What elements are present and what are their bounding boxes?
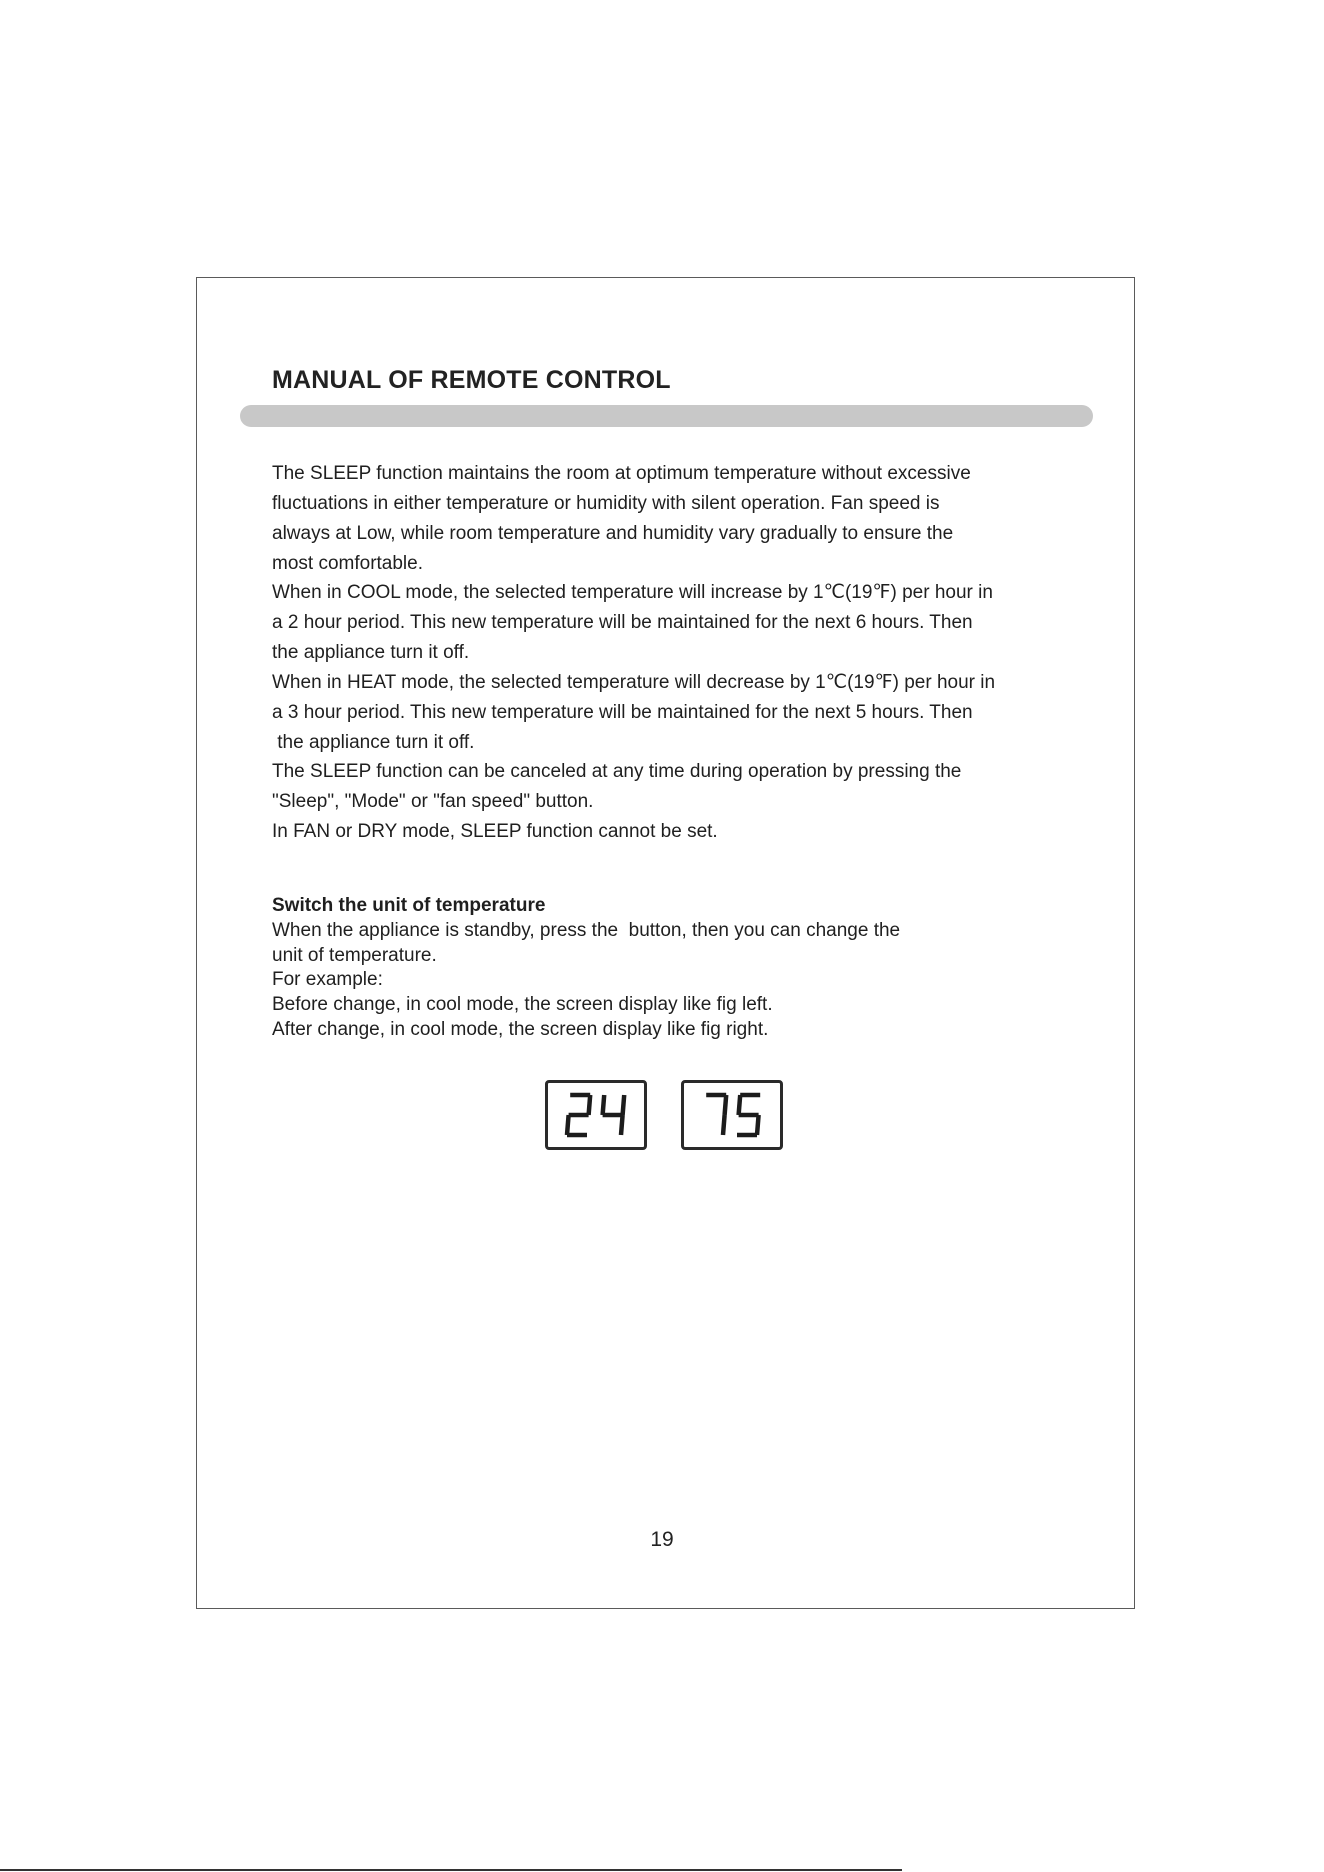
text-line: the appliance turn it off. — [272, 731, 475, 753]
text-line: a 2 hour period. This new temperature will be maintained for the next 6 hours. Then — [272, 612, 973, 634]
text-line: In FAN or DRY mode, SLEEP function cannot be set. — [272, 821, 718, 843]
display-right — [681, 1080, 783, 1150]
segment-f-digit-1 — [739, 1095, 741, 1115]
text-line: When in HEAT mode, the selected temperature will decrease by 1℃(19℉) per hour in — [272, 671, 996, 693]
text-line: "Sleep", "Mode" or "fan speed" button. — [272, 791, 594, 813]
segment-c-digit-1 — [621, 1115, 623, 1135]
text-line: After change, in cool mode, the screen display like fig right. — [272, 1018, 769, 1040]
switch-unit-section — [272, 894, 1072, 1043]
text-line: fluctuations in either temperature or humidity with silent operation. Fan speed is — [272, 492, 940, 514]
display-left — [545, 1080, 647, 1150]
page-number: 19 — [650, 1528, 674, 1551]
segment-c-digit-0 — [723, 1115, 725, 1135]
bottom-rule — [0, 1869, 902, 1871]
seven-segment-readout-left — [548, 1083, 644, 1147]
text-line: The SLEEP function can be canceled at any time during operation by pressing the — [272, 761, 962, 783]
text-line: unit of temperature. — [272, 944, 437, 966]
text-line: Before change, in cool mode, the screen display like fig left. — [272, 994, 773, 1016]
segment-b-digit-0 — [589, 1095, 591, 1115]
sleep-function-text — [272, 459, 1072, 847]
segment-b-digit-0 — [725, 1095, 727, 1115]
text-line: The SLEEP function maintains the room at optimum temperature without excessive — [272, 463, 971, 484]
title-underline-bar — [240, 405, 1093, 427]
text-line: most comfortable. — [272, 552, 423, 574]
page-title: MANUAL OF REMOTE CONTROL — [272, 366, 671, 394]
text-line: When in COOL mode, the selected temperature will increase by 1℃(19℉) per hour in — [272, 582, 993, 604]
text-line: a 3 hour period. This new temperature will be maintained for the next 5 hours. Then — [272, 701, 973, 723]
segment-c-digit-1 — [757, 1115, 759, 1135]
segment-e-digit-0 — [567, 1115, 569, 1135]
text-line: the appliance turn it off. — [272, 642, 470, 664]
seven-segment-readout-right — [684, 1083, 780, 1147]
segment-f-digit-1 — [603, 1095, 605, 1115]
text-line: When the appliance is standby, press the button, then you can change the — [272, 919, 901, 941]
text-line: always at Low, while room temperature and humidity vary gradually to ensure the — [272, 522, 954, 544]
section-heading: Switch the unit of temperature — [272, 895, 546, 916]
segment-b-digit-1 — [623, 1095, 625, 1115]
text-line: For example: — [272, 969, 383, 991]
